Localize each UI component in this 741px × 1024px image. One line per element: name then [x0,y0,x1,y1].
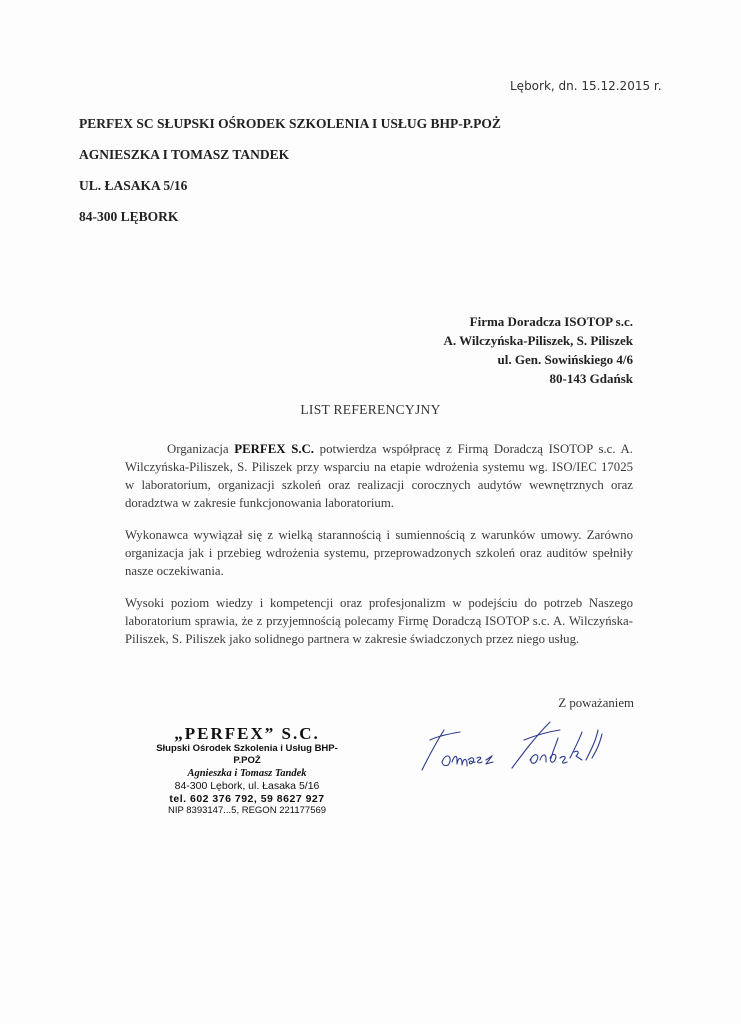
closing-text: Z poważaniem [558,696,634,710]
letter-body [125,440,633,662]
stamp-tax-ids: NIP 8393147...5, REGON 221177569 [167,805,327,816]
body-paragraph-1 [125,440,633,512]
stamp-description: Słupski Ośrodek Szkolenia i Usług BHP- P.POŻ [156,742,338,766]
stamp-name: „PERFEX” S.C. [174,724,320,743]
sender-block [79,115,501,239]
company-stamp [142,724,352,818]
recipient-street: ul. Gen. Sowińskiego 4/6 [497,352,633,367]
sender-owners: AGNIESZKA I TOMASZ TANDEK [79,147,290,162]
stamp-address: 84-300 Lębork, ul. Łasaka 5/16 [174,780,320,792]
letter-title: LIST REFERENCYJNY [300,402,441,417]
sender-company: PERFEX SC SŁUPSKI OŚRODEK SZKOLENIA I USŁUG BHP-P.POŻ [79,116,501,131]
p1-start: Organizacja [167,442,235,456]
sender-street: UL. ŁASAKA 5/16 [79,178,188,193]
recipient-company: Firma Doradcza ISOTOP s.c. [469,314,633,329]
body-paragraph-2: Wykonawca wywiązał się z wielką starannością i sumiennością z warunków umowy. Zarówno organizacja jak i przebieg wdrożenia systemu, przeprowadzonych szkoleń oraz auditów spełniły nasze oczekiwania. [125,528,633,578]
recipient-owners: A. Wilczyńska-Piliszek, S. Piliszek [443,333,633,348]
handwritten-signature [420,718,630,778]
body-paragraph-3: Wysoki poziom wiedzy i kompetencji oraz profesjonalizm w podejściu do potrzeb Naszego laboratorium sprawia, że z przyjemnością polecamy Firmę Doradczą ISOTOP s.c. A. Wilczyńska-Piliszek, S. Piliszek jako solidnego partnera w zakresie świadczonych przez niego usług. [125,596,633,646]
p1-company: PERFEX S.C. [234,442,314,456]
recipient-block [444,312,633,388]
sender-city: 84-300 LĘBORK [79,209,179,224]
p1-rest: potwierdza współpracę z Firmą Doradczą ISOTOP s.c. A. Wilczyńska-Piliszek, S. Piliszek przy wsparciu na etapie wdrożenia systemu wg. ISO/IEC 17025 w laboratorium, organizacji szkoleń oraz realizacji corocznych audytów wewnętrznych oraz doradztwa w zakresie funkcjonowania laboratorium. [125,442,633,510]
date-line: Lębork, dn. 15.12.2015 r. [510,79,662,93]
stamp-phone: tel. 602 376 792, 59 8627 927 [169,792,325,805]
recipient-city: 80-143 Gdańsk [549,371,633,386]
stamp-owners: Agnieszka i Tomasz Tandek [187,767,307,779]
